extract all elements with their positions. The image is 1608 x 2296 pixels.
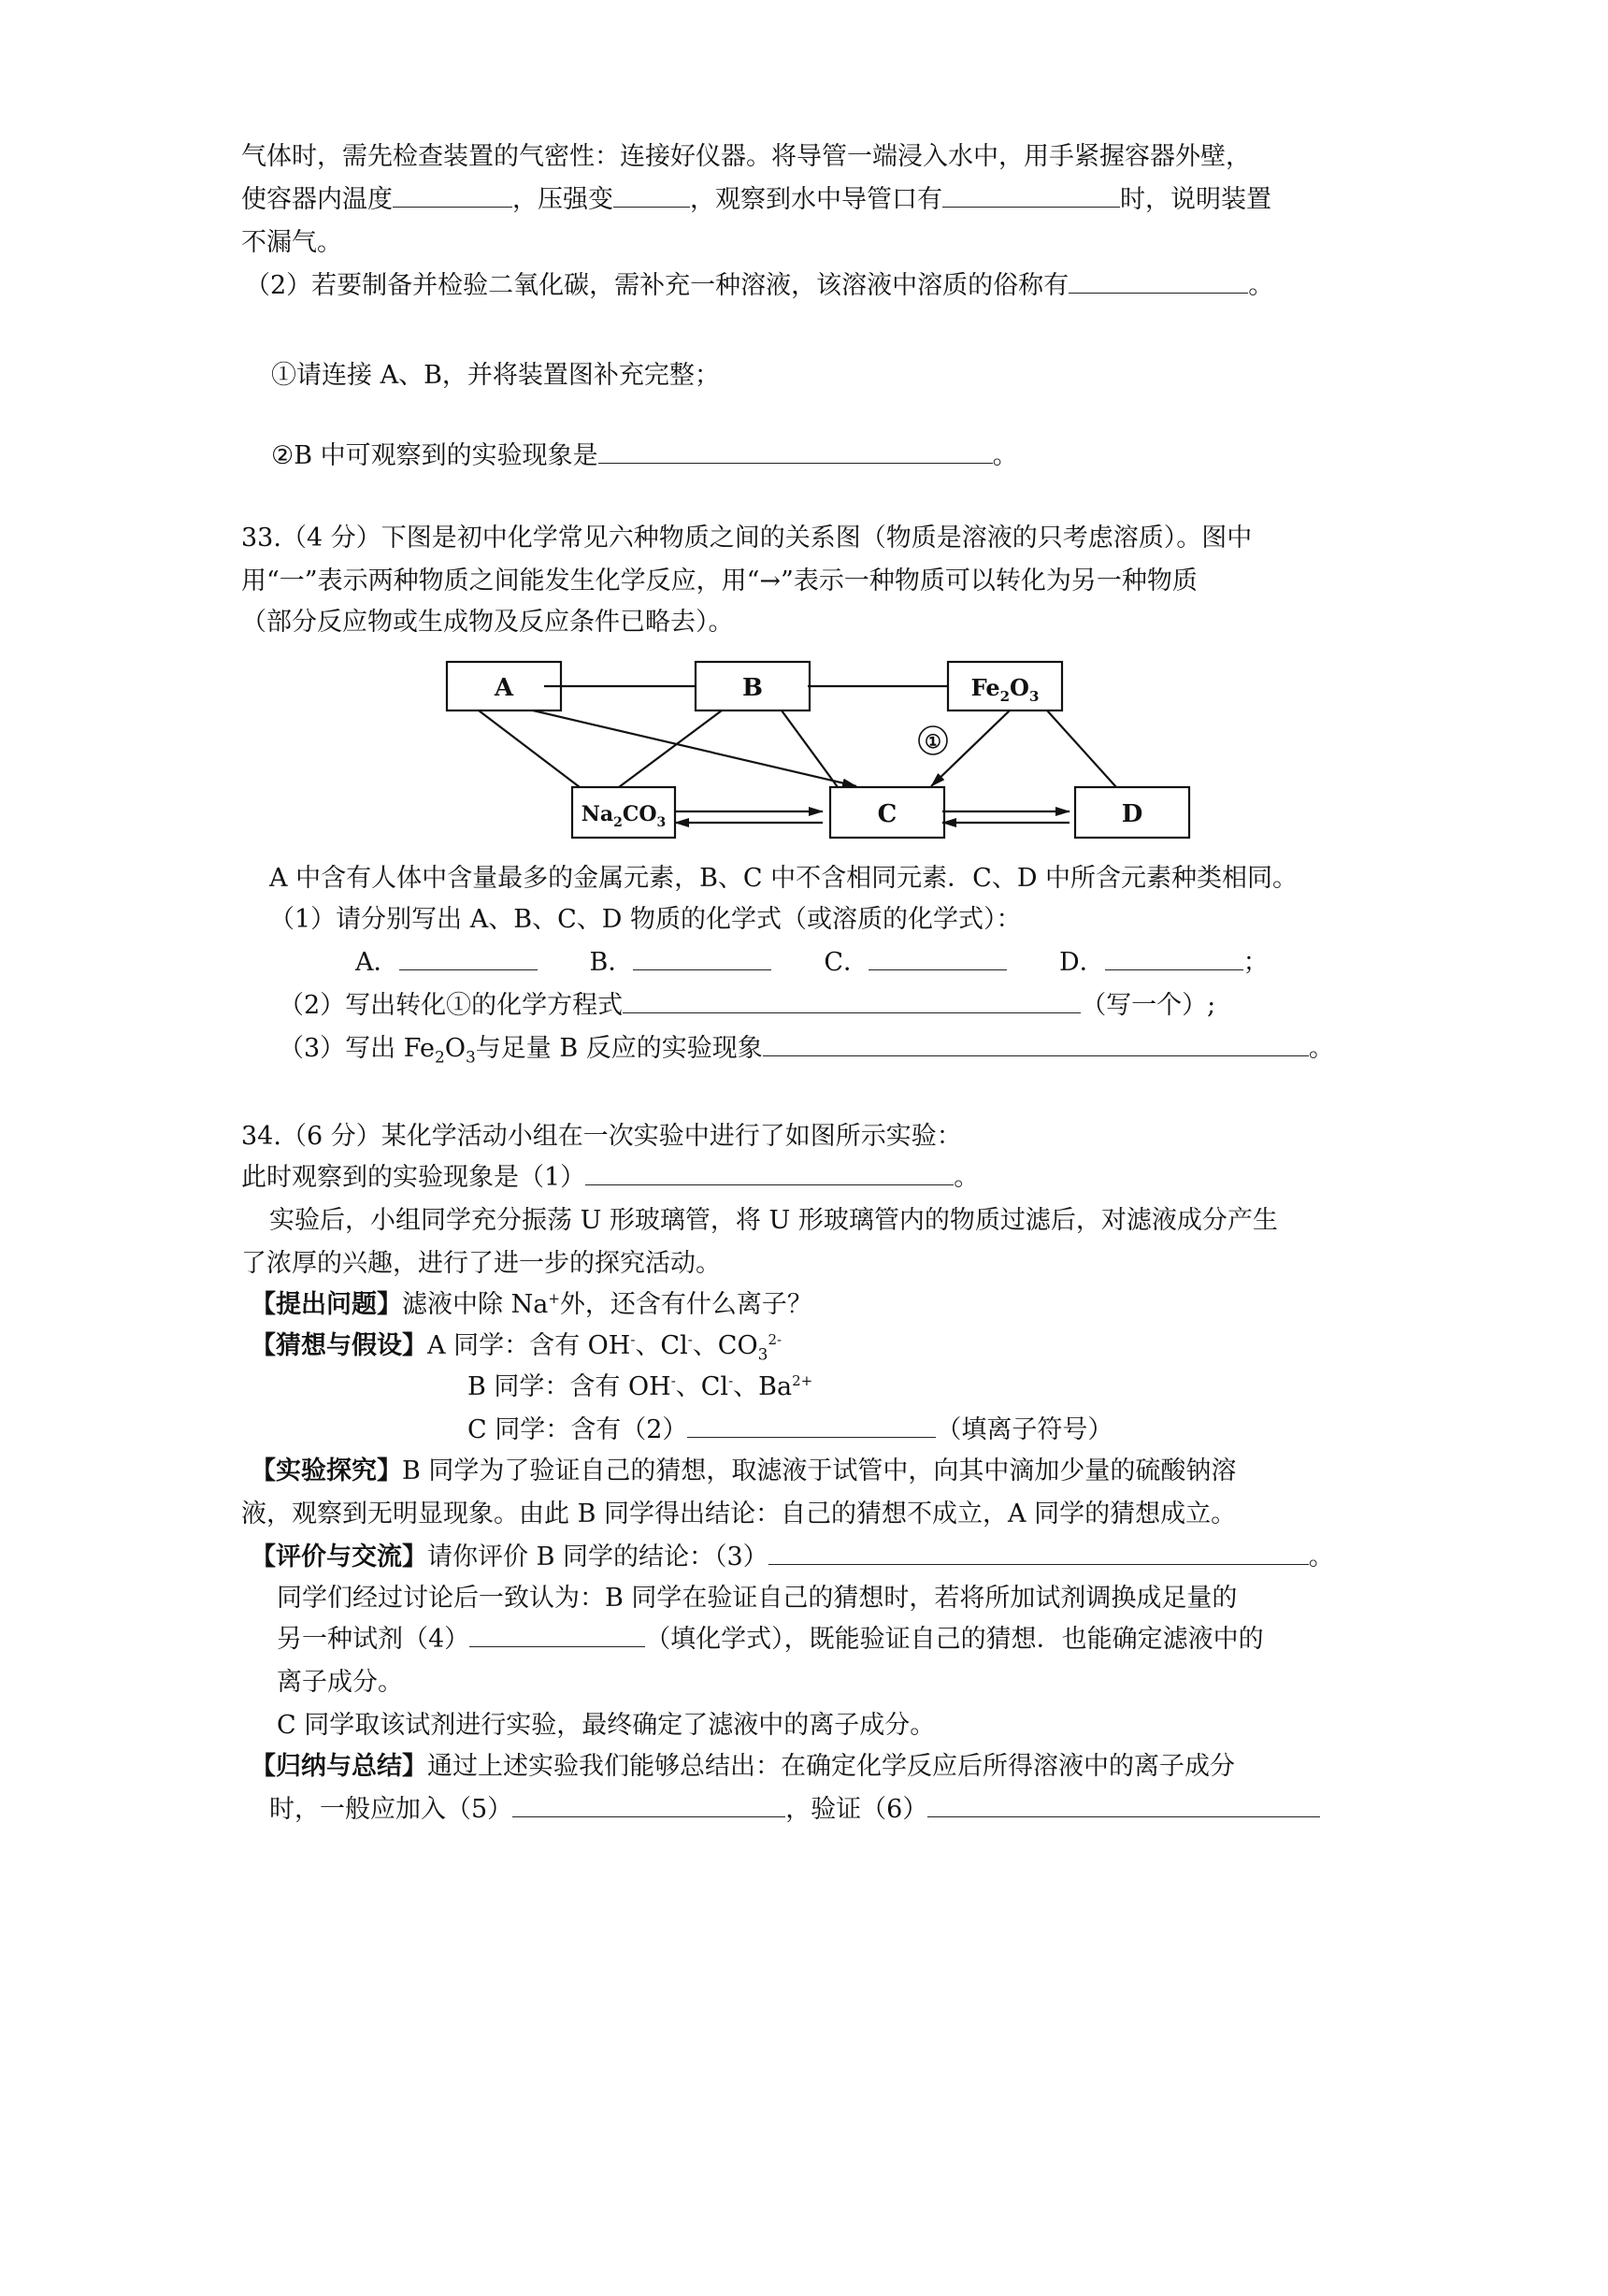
node-label-A: A [494, 674, 514, 702]
text-line [241, 604, 734, 641]
text: 。 [954, 1163, 980, 1192]
text: 、Cl [635, 1331, 688, 1360]
option-label: D． [1059, 948, 1105, 977]
text-line [277, 1580, 1237, 1617]
text: 使容器内温度 [241, 185, 393, 214]
section-heading: 【评价与交流】 [251, 1543, 427, 1571]
text-line: （3）写出 $Fe_2O_3$与足量 B 反应的实验现象 。 [279, 1030, 1334, 1068]
option-label: B． [589, 948, 634, 977]
text-line [245, 267, 1273, 305]
node-label-B: B [742, 674, 763, 702]
conversion-arrow [931, 710, 1010, 786]
text: （2）若要制备并检验二氧化碳，需补充一种溶液，该溶液中溶质的俗称有 [245, 271, 1070, 300]
text: 与足量 B 反应的实验现象 [475, 1034, 763, 1063]
text-line [251, 1748, 1235, 1786]
relationship-diagram [430, 654, 1197, 851]
question-33-stem: 33.（4 分）下图是初中化学常见六种物质之间的关系图（物质是溶液的只考虑溶质）。图中 [241, 524, 1253, 552]
text-line [269, 860, 1298, 897]
text: O [444, 1034, 466, 1063]
text-line: 【提出问题】滤液中除 Na+外，还含有什么离子？ [251, 1290, 812, 1319]
option-label: A． [355, 948, 399, 977]
section-heading: 【实验探究】 [251, 1457, 402, 1485]
answer-blank[interactable] [393, 182, 512, 208]
text: C 同学取该试剂进行实验，最终确定了滤液中的离子成分。 [277, 1711, 936, 1740]
text-line: 【猜想与假设】A 同学：含有 OH-、Cl-、$CO_3^{2-}$ [251, 1331, 782, 1365]
text-line [241, 1159, 979, 1197]
text-line [241, 1118, 962, 1155]
reaction-line [479, 710, 580, 787]
text-line [271, 357, 720, 395]
answer-blank-1[interactable] [585, 1160, 954, 1185]
text: 外，还含有什么离子？ [559, 1290, 812, 1319]
text: 液，观察到无明显现象。由此 B 同学得出结论：自己的猜想不成立，A 同学的猜想成立。 [241, 1500, 1237, 1528]
text: 实验后，小组同学充分振荡 U 形玻璃管，将 U 形玻璃管内的物质过滤后，对滤液成分产生 [269, 1206, 1278, 1235]
text: ①请连接 A、B，并将装置图补充完整； [271, 361, 720, 390]
text: 时，一般应加入（5） [269, 1795, 513, 1824]
text: （1）请分别写出 A、B、C、D 物质的化学式（或溶质的化学式）： [269, 905, 1022, 934]
section-heading: 【提出问题】 [251, 1290, 402, 1319]
answer-blank[interactable] [623, 988, 1081, 1013]
reaction-line [1047, 710, 1116, 787]
answer-blank[interactable] [598, 438, 993, 464]
text: 、CO [692, 1331, 758, 1360]
answer-blank-A[interactable] [399, 945, 538, 970]
section-heading: 【归纳与总结】 [251, 1752, 427, 1781]
text: 另一种试剂（4） [277, 1625, 470, 1654]
answer-blank-3[interactable] [768, 1540, 1309, 1565]
text: 此时观察到的实验现象是（1） [241, 1163, 586, 1192]
text: （3）写出 Fe [279, 1034, 435, 1063]
text-line [269, 901, 1022, 939]
text: 。 [1308, 1034, 1334, 1063]
text-line [241, 1245, 721, 1283]
text: 了浓厚的兴趣，进行了进一步的探究活动。 [241, 1249, 721, 1278]
text-line [251, 1539, 1334, 1576]
text-line [467, 1412, 1113, 1449]
text: 。 [992, 441, 1018, 470]
text: ②B 中可观察到的实验现象是 [271, 441, 598, 470]
text-line: B 同学：含有 OH-、Cl-、$Ba^{2+}$ [467, 1372, 813, 1401]
answer-blank-D[interactable] [1105, 945, 1243, 970]
text: 滤液中除 Na [402, 1290, 549, 1319]
text-line [277, 1664, 403, 1701]
text-line [241, 1496, 1236, 1533]
text: ，压强变 [512, 185, 613, 214]
text: A 中含有人体中含量最多的金属元素，B、C 中不含相同元素．C、D 中所含元素种类相同。 [269, 864, 1299, 893]
text: A 同学：含有 OH [427, 1331, 631, 1360]
text-line [241, 138, 1251, 176]
text: B 同学：含有 OH [467, 1372, 671, 1401]
text: 通过上述实验我们能够总结出：在确定化学反应后所得溶液中的离子成分 [427, 1752, 1235, 1781]
text-line [277, 1707, 935, 1744]
text: B 同学为了验证自己的猜想，取滤液于试管中，向其中滴加少量的硫酸钠溶 [402, 1457, 1237, 1485]
text: 时，说明装置 [1120, 185, 1271, 214]
reaction-line [619, 710, 722, 787]
text-line [241, 563, 1198, 600]
text-line [279, 987, 1215, 1025]
text: ； [1242, 948, 1269, 977]
text: 不漏气。 [241, 228, 342, 257]
text: 气体时，需先检查装置的气密性：连接好仪器。将导管一端浸入水中，用手紧握容器外壁， [241, 142, 1251, 171]
answer-blank-6[interactable] [927, 1792, 1320, 1817]
text-line [241, 224, 342, 262]
text: （2）写出转化①的化学方程式 [279, 991, 624, 1020]
node-label-Fe2O3: $Fe_2O_3$ [970, 674, 1040, 705]
text: （部分反应物或生成物及反应条件已略去）。 [241, 608, 734, 637]
text-line [271, 438, 1018, 475]
text: 。 [1308, 1543, 1334, 1571]
section-heading: 【猜想与假设】 [251, 1331, 427, 1360]
text-line [269, 1791, 1320, 1829]
answer-blank-4[interactable] [469, 1622, 645, 1647]
text-line [241, 181, 1271, 219]
node-label-C: C [877, 800, 897, 828]
text-line [269, 1202, 1278, 1240]
text: 离子成分。 [277, 1668, 403, 1697]
text: （填离子符号） [936, 1415, 1113, 1444]
text: ，观察到水中导管口有 [690, 185, 942, 214]
answer-blank-2[interactable] [687, 1413, 936, 1438]
answer-blank[interactable] [942, 182, 1120, 208]
conversion-arrow [533, 710, 856, 786]
answer-blank[interactable] [1069, 268, 1248, 294]
answer-blank-B[interactable] [633, 945, 771, 970]
answer-blank-5[interactable] [512, 1792, 785, 1817]
text: 。 [1248, 271, 1274, 300]
text: 请你评价 B 同学的结论：（3） [427, 1543, 768, 1571]
text: （写一个）; [1081, 991, 1216, 1020]
question-34-stem: 34.（6 分）某化学活动小组在一次实验中进行了如图所示实验： [241, 1122, 962, 1151]
text-line [251, 1453, 1236, 1490]
text: 、Cl [675, 1372, 729, 1401]
text-line [241, 520, 1252, 557]
text: 、Ba [733, 1372, 793, 1401]
text: C 同学：含有（2） [467, 1415, 688, 1444]
answer-blank[interactable] [613, 182, 690, 208]
text: ，验证（6） [785, 1795, 928, 1824]
node-label-D: D [1121, 800, 1143, 828]
text: 用“一”表示两种物质之间能发生化学反应，用“→”表示一种物质可以转化为另一种物质 [241, 567, 1198, 596]
node-label-Na2CO3: $Na_2CO_3$ [581, 802, 667, 830]
answer-blank[interactable] [763, 1031, 1309, 1056]
circle-label-1: ① [925, 730, 941, 753]
text: 同学们经过讨论后一致认为：B 同学在验证自己的猜想时，若将所加试剂调换成足量的 [277, 1584, 1238, 1613]
text-line [277, 1621, 1264, 1658]
text-line [355, 944, 1269, 982]
answer-blank-C[interactable] [869, 945, 1007, 970]
option-label: C． [824, 948, 869, 977]
text: （填化学式），既能验证自己的猜想．也能确定滤液中的 [645, 1625, 1264, 1654]
